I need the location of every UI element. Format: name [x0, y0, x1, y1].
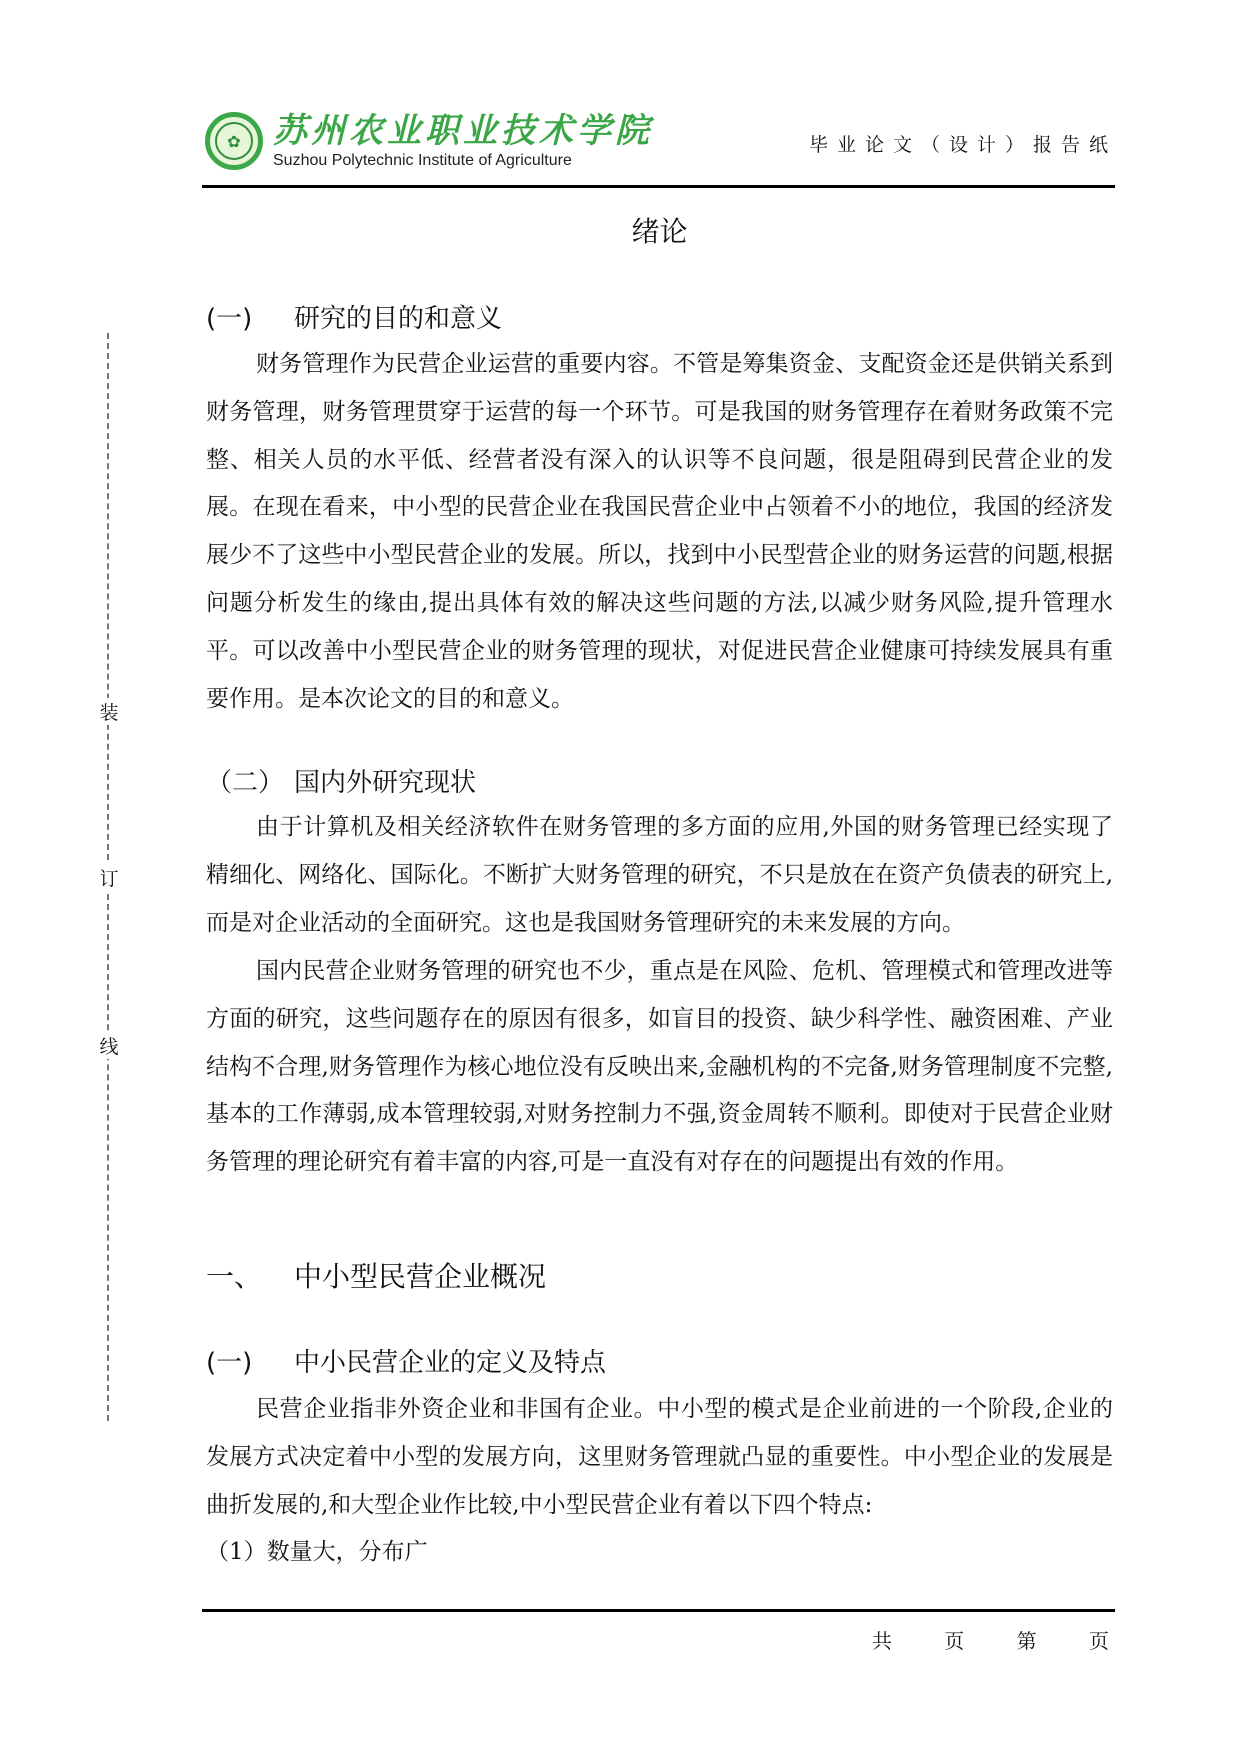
paragraph: 民营企业指非外资企业和非国有企业。中小型的模式是企业前进的一个阶段,企业的发展方式决定着中小型的发展方向，这里财务管理就凸显的重要性。中小型企业的发展是曲折发展的,和大型企业作比较,中小型民营企业有着以下四个特点:: [206, 1396, 1113, 1518]
page-footer: [850, 1625, 1113, 1654]
section-title: 中小民营企业的定义及特点: [294, 1348, 607, 1378]
header-rule: [202, 185, 1115, 188]
chapter-number: 一、: [206, 1260, 263, 1293]
paragraph: 财务管理作为民营企业运营的重要内容。不管是筹集资金、支配资金还是供销关系到财务管理，财务管理贯穿于运营的每一个环节。可是我国的财务管理存在着财务政策不完整、相关人员的水平低、经营者没有深入的认识等不良问题，很是阻碍到民营企业的发展。在现在看来，中小型的民营企业在我国民营企业中占领着不小的地位，我国的经济发展少不了这些中小型民营企业的发展。所以，找到中小民型营企业的财务运营的问题,根据问题分析发生的缘由,提出具体有效的解决这些问题的方法,以减少财务风险,提升管理水平。可以改善中小型民营企业的财务管理的现状，对促进民营企业健康可持续发展具有重要作用。是本次论文的目的和意义。: [206, 351, 1113, 712]
footer-page-unit: 页: [1089, 1629, 1113, 1653]
binding-char-xian: 线: [98, 1032, 120, 1059]
chapter-title: 中小型民营企业概况: [294, 1260, 547, 1293]
report-paper-label: 毕业论文（设计）报告纸: [808, 134, 1117, 156]
footer-total: 共: [871, 1629, 896, 1653]
footer-page-unit: 页: [944, 1629, 969, 1653]
chapter-heading: [206, 1255, 546, 1295]
section-heading-3: [206, 1342, 606, 1379]
school-name-cn: 苏州农业职业技术学院: [273, 111, 653, 151]
section-title: 研究的目的和意义: [294, 304, 503, 334]
school-seal-icon: ✿: [205, 112, 263, 170]
binding-char-zhuang: 装: [98, 698, 120, 725]
section-number: (一): [206, 1348, 253, 1378]
footer-rule: [202, 1609, 1115, 1612]
list-item: （1）数量大，分布广: [206, 1539, 428, 1565]
section-number: （二）: [206, 768, 285, 798]
paragraph: 由于计算机及相关经济软件在财务管理的多方面的应用,外国的财务管理已经实现了精细化、网络化、国际化。不断扩大财务管理的研究，不只是放在在资产负债表的研究上,而是对企业活动的全面研究。这也是我国财务管理研究的未来发展的方向。: [206, 814, 1113, 936]
section-heading-1: [206, 298, 502, 335]
school-logo: [205, 112, 653, 170]
section-heading-2: [206, 762, 476, 799]
page-title: 绪论: [631, 215, 688, 248]
school-name-en: Suzhou Polytechnic Institute of Agriculture: [273, 152, 572, 169]
footer-page-no: 第: [1016, 1629, 1041, 1653]
paragraph: 国内民营企业财务管理的研究也不少，重点是在风险、危机、管理模式和管理改进等方面的研究，这些问题存在的原因有很多，如盲目的投资、缺少科学性、融资困难、产业结构不合理,财务管理作为核心地位没有反映出来,金融机构的不完备,财务管理制度不完整,基本的工作薄弱,成本管理较弱,对财务控制力不强,资金周转不顺利。即使对于民营企业财务管理的理论研究有着丰富的内容,可是一直没有对存在的问题提出有效的作用。: [206, 958, 1113, 1176]
section-number: (一): [206, 304, 253, 334]
binding-char-ding: 订: [98, 864, 120, 891]
section-title: 国内外研究现状: [294, 768, 477, 798]
